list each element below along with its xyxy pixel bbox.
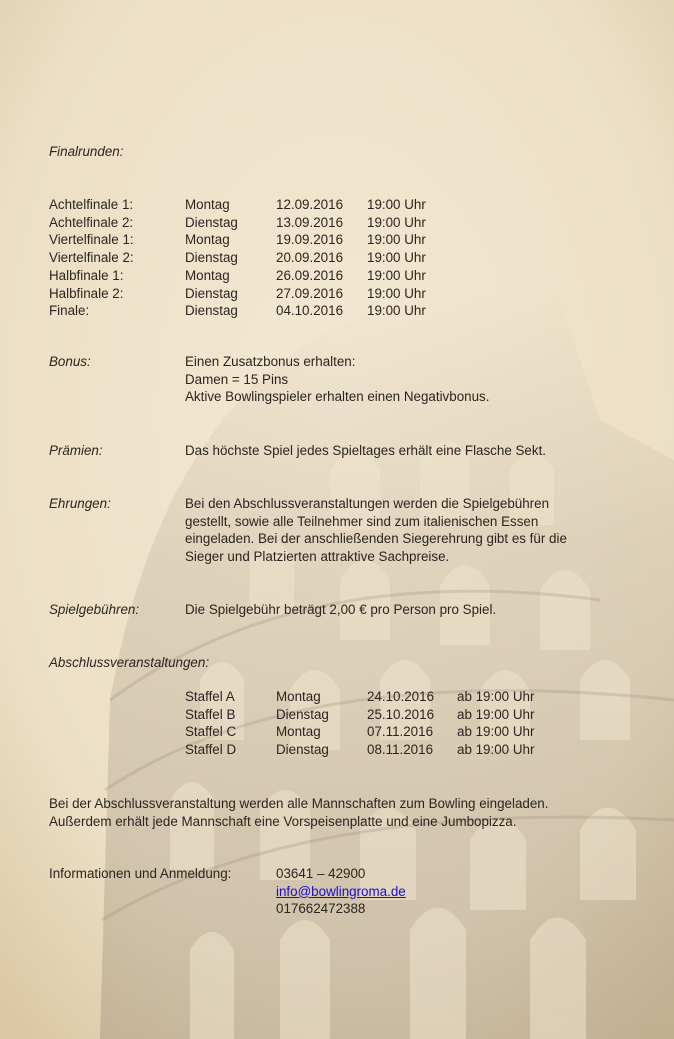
finalrunden-heading: Finalrunden: — [49, 144, 124, 159]
round-row — [0, 285, 674, 303]
info-label: Informationen und Anmeldung: — [49, 866, 232, 881]
round-name: Viertelfinale 1: — [49, 232, 134, 248]
event-staffel: Staffel B — [185, 706, 236, 722]
event-day: Dienstag — [276, 706, 329, 722]
bonus-text — [185, 353, 489, 406]
round-row — [0, 231, 674, 249]
praemien-label: Prämien: — [49, 443, 103, 458]
info-email-link[interactable]: info@bowlingroma.de — [276, 883, 406, 899]
round-date: 20.09.2016 — [276, 250, 344, 266]
round-day: Dienstag — [185, 214, 238, 230]
round-name: Achtelfinale 2: — [49, 214, 134, 230]
round-time: 19:00 Uhr — [367, 267, 426, 283]
bonus-line: Einen Zusatzbonus erhalten: — [185, 354, 356, 369]
closing-line: Bei der Abschlussveranstaltung werden alle Mannschaften zum Bowling eingeladen. — [49, 796, 549, 811]
round-name: Viertelfinale 2: — [49, 250, 134, 266]
event-staffel: Staffel D — [185, 742, 237, 758]
round-row — [0, 267, 674, 285]
bonus-line: Aktive Bowlingspieler erhalten einen Negativbonus. — [185, 389, 490, 405]
event-row — [0, 741, 674, 759]
round-day: Montag — [185, 267, 230, 283]
round-time: 19:00 Uhr — [367, 250, 426, 266]
event-date: 25.10.2016 — [367, 706, 435, 722]
round-row — [0, 302, 674, 320]
round-day: Dienstag — [185, 250, 238, 266]
round-date: 04.10.2016 — [276, 303, 344, 319]
round-date: 26.09.2016 — [276, 267, 344, 283]
round-date: 27.09.2016 — [276, 285, 344, 301]
round-row — [0, 196, 674, 214]
ehrungen-line: Bei den Abschlussveranstaltungen werden die Spielgebühren — [185, 496, 550, 511]
event-day: Montag — [276, 724, 321, 740]
round-day: Montag — [185, 232, 230, 248]
closing-line: Außerdem erhält jede Mannschaft eine Vorspeisenplatte und eine Jumbopizza. — [49, 813, 517, 829]
event-time: ab 19:00 Uhr — [457, 742, 535, 758]
ehrungen-line: eingeladen. Bei der anschließenden Siegerehrung gibt es für die — [185, 531, 567, 547]
round-row — [0, 214, 674, 232]
ehrungen-label: Ehrungen: — [49, 496, 111, 511]
praemien-text: Das höchste Spiel jedes Spieltages erhält eine Flasche Sekt. — [185, 443, 547, 458]
bonus-line: Damen = 15 Pins — [185, 371, 289, 387]
event-day: Dienstag — [276, 742, 329, 758]
round-day: Montag — [185, 197, 230, 212]
event-staffel: Staffel A — [185, 689, 235, 704]
round-row — [0, 249, 674, 267]
event-date: 24.10.2016 — [367, 689, 435, 704]
round-date: 12.09.2016 — [276, 197, 344, 212]
round-date: 19.09.2016 — [276, 232, 344, 248]
bonus-label: Bonus: — [49, 354, 91, 369]
round-name: Finale: — [49, 303, 90, 319]
event-date: 07.11.2016 — [367, 724, 434, 740]
round-name: Achtelfinale 1: — [49, 197, 134, 212]
round-time: 19:00 Uhr — [367, 214, 426, 230]
round-name: Halbfinale 2: — [49, 285, 124, 301]
event-date: 08.11.2016 — [367, 742, 434, 758]
spielgebuehren-text: Die Spielgebühr beträgt 2,00 € pro Person pro Spiel. — [185, 602, 497, 617]
abschluss-heading: Abschlussveranstaltungen: — [49, 655, 210, 670]
round-time: 19:00 Uhr — [367, 303, 426, 319]
ehrungen-line: gestellt, sowie alle Teilnehmer sind zum italienischen Essen — [185, 513, 539, 529]
round-name: Halbfinale 1: — [49, 267, 124, 283]
info-contacts — [276, 865, 406, 918]
closing-text — [49, 795, 548, 830]
event-time: ab 19:00 Uhr — [457, 706, 535, 722]
event-time: ab 19:00 Uhr — [457, 689, 535, 704]
ehrungen-text — [185, 495, 567, 565]
round-day: Dienstag — [185, 285, 238, 301]
event-staffel: Staffel C — [185, 724, 237, 740]
round-day: Dienstag — [185, 303, 238, 319]
info-mobile: 017662472388 — [276, 901, 366, 917]
event-day: Montag — [276, 689, 321, 704]
spielgebuehren-label: Spielgebühren: — [49, 602, 140, 617]
event-row — [0, 723, 674, 741]
round-date: 13.09.2016 — [276, 214, 344, 230]
event-row — [0, 688, 674, 706]
event-time: ab 19:00 Uhr — [457, 724, 535, 740]
ehrungen-line: Sieger und Platzierten attraktive Sachpreise. — [185, 548, 450, 564]
event-row — [0, 706, 674, 724]
round-time: 19:00 Uhr — [367, 197, 426, 212]
info-phone: 03641 – 42900 — [276, 866, 366, 881]
round-time: 19:00 Uhr — [367, 232, 426, 248]
round-time: 19:00 Uhr — [367, 285, 426, 301]
